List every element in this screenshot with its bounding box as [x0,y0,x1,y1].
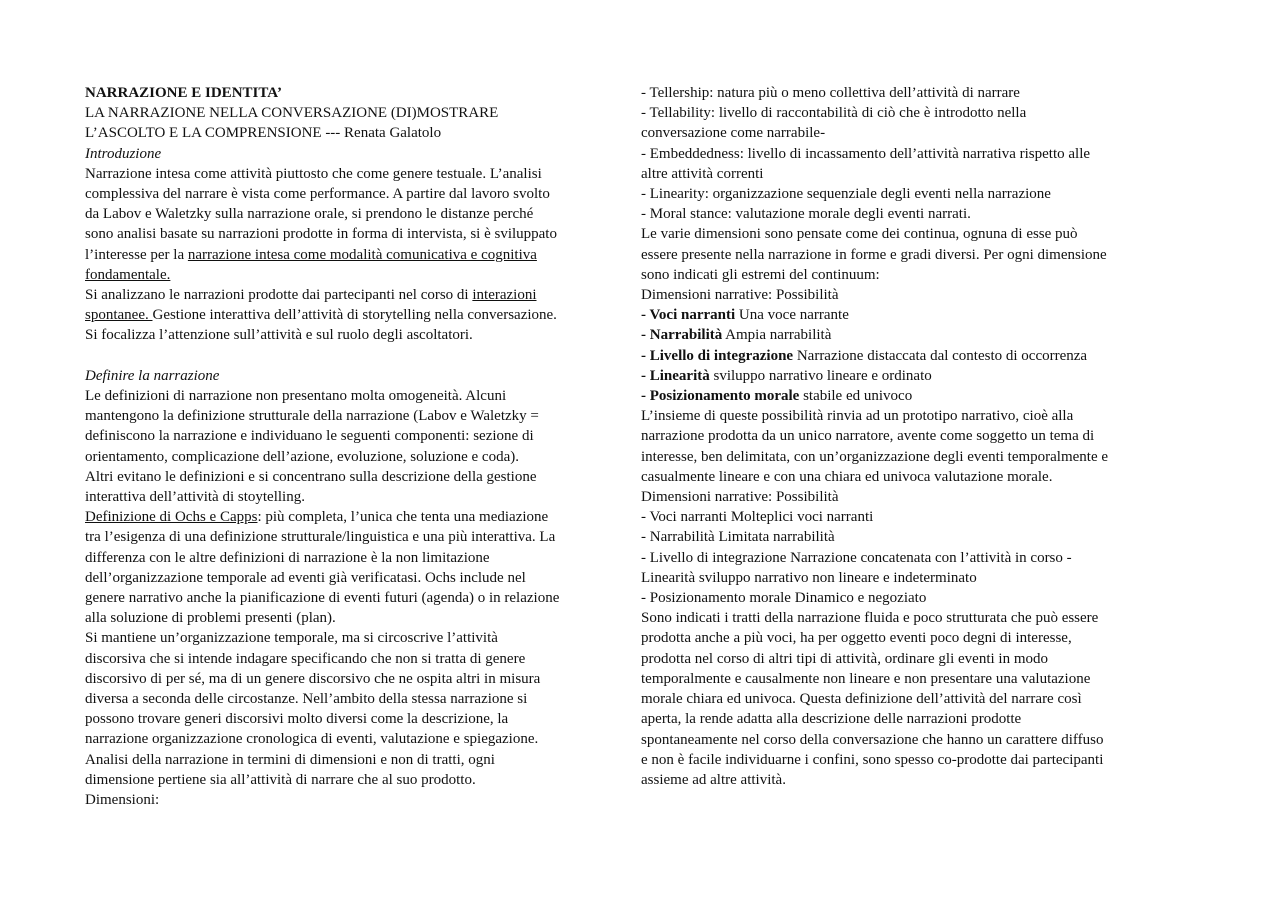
paragraph-line: sono indicati gli estremi del continuum: [641,266,880,283]
paragraph-line [85,265,615,285]
paragraph-line: Si focalizza l’attenzione sull’attività e sul ruolo degli ascoltatori. [85,327,473,344]
document-title: NARRAZIONE E IDENTITA’ [85,85,282,101]
text-span: Gestione interattiva dell’attività di storytelling nella conversazione. [152,307,557,324]
paragraph-line: Altri evitano le definizioni e si concentrano sulla descrizione della gestione [85,468,537,485]
dimensions-header: Dimensioni narrative: Possibilità [641,287,839,304]
dimension-value: Ampia narrabilità [722,327,832,344]
dimension-value: Una voce narrante [735,307,849,324]
section-heading-definire: Definire la narrazione [85,367,220,384]
paragraph-line: Le definizioni di narrazione non presentano molta omogeneità. Alcuni [85,388,507,405]
dimension-value: Narrazione distaccata dal contesto di occorrenza [793,347,1088,364]
dimension-line: - Moral stance: valutazione morale degli eventi narrati. [641,206,971,223]
paragraph-line: narrazione prodotta da un unico narratore, avente come soggetto un tema di [641,428,1095,445]
paragraph-line [85,305,615,325]
dimensions-header: Dimensioni narrative: Possibilità [641,489,839,506]
paragraph-line: alla soluzione di problemi presenti (plan). [85,610,336,627]
dimension-line: - Tellability: livello di raccontabilità di ciò che è introdotto nella [641,105,1027,122]
underlined-text: narrazione intesa come modalità comunicativa e cognitiva [187,246,537,263]
paragraph-line: orientamento, complicazione dell’azione, evoluzione, soluzione e coda). [85,448,519,465]
text-span: : più completa, l’unica che tenta una mediazione [257,509,549,526]
underlined-text: interazioni [472,287,537,304]
dimension-item: - Livello di integrazione Narrazione concatenata con l’attività in corso - [641,549,1072,566]
paragraph-line [85,285,615,305]
paragraph-line: discorsiva che si intende indagare specificando che non si tratta di genere [85,650,526,667]
dimension-value: stabile ed univoco [799,388,913,405]
paragraph-line: genere narrativo anche la pianificazione di eventi futuri (agenda) o in relazione [85,590,560,607]
paragraph-line: Sono indicati i tratti della narrazione fluida e poco strutturata che può essere [641,610,1099,627]
underlined-text: spontanee. [85,307,153,324]
section-heading-introduzione: Introduzione [85,145,162,162]
dimension-item: Linearità sviluppo narrativo non lineare e indeterminato [641,569,977,586]
paragraph-line: Dimensioni: [85,792,160,809]
underlined-text: Definizione di Ochs e Capps [85,509,258,526]
paragraph-line: temporalmente e causalmente non lineare e non presentare una valutazione [641,670,1091,687]
dimension-line: - Linearity: organizzazione sequenziale degli eventi nella narrazione [641,186,1051,203]
paragraph-line: interesse, ben delimitata, con un’organizzazione degli eventi temporalmente e [641,448,1109,465]
dimension-item [641,325,1166,345]
paragraph-line: discorsivo di per sé, ma di un genere discorsivo che ne ospita altri in misura [85,670,541,687]
subtitle-line: L’ASCOLTO E LA COMPRENSIONE --- Renata Galatolo [85,125,442,142]
dimension-item: - Narrabilità Limitata narrabilità [641,529,835,546]
paragraph-line: dell’organizzazione temporale ad eventi già verificatasi. Ochs include nel [85,569,526,586]
paragraph-line: essere presente nella narrazione in forme e gradi diversi. Per ogni dimensione [641,246,1107,263]
paragraph-line: prodotta nel corso di altri tipi di attività, ordinare gli eventi in modo [641,650,1048,667]
text-span: Si analizzano le narrazioni prodotte dai partecipanti nel corso di [85,287,473,304]
dimension-item [641,386,1166,406]
dimension-value: sviluppo narrativo lineare e ordinato [709,367,932,384]
dimension-item [641,366,1166,386]
paragraph-line: sono analisi basate su narrazioni prodotte in forma di intervista, si è sviluppato [85,226,557,243]
paragraph-line: aperta, la rende adatta alla descrizione delle narrazioni prodotte [641,711,1022,728]
paragraph-line [85,245,615,265]
underlined-text: fondamentale. [85,266,171,283]
dimension-line: - Tellership: natura più o meno collettiva dell’attività di narrare [641,85,1020,101]
dimension-line: altre attività correnti [641,165,764,182]
dimension-item [641,346,1166,366]
dimension-label: - Narrabilità [641,327,723,344]
paragraph-line: differenza con le altre definizioni di narrazione è la non limitazione [85,549,490,566]
paragraph-line [85,507,615,527]
paragraph-line: definiscono la narrazione e individuano le seguenti componenti: sezione di [85,428,534,445]
paragraph-line: complessiva del narrare è vista come performance. A partire dal lavoro svolto [85,186,550,203]
paragraph-line: da Labov e Waletzky sulla narrazione orale, si prendono le distanze perché [85,206,534,223]
paragraph-line: tra l’esigenza di una definizione strutturale/linguistica e una più interattiva. La [85,529,556,546]
text-span: l’interesse per la [85,246,188,263]
dimension-line: conversazione come narrabile- [641,125,826,142]
paragraph-line: assieme ad altre attività. [641,771,786,788]
dimension-line: - Embeddedness: livello di incassamento dell’attività narrativa rispetto alle [641,145,1091,162]
paragraph-line: narrazione organizzazione cronologica di eventi, valutazione e spiegazione. [85,731,539,748]
paragraph-line: interattiva dell’attività di stoytelling. [85,489,305,506]
dimension-item: - Posizionamento morale Dinamico e negoziato [641,590,927,607]
subtitle-line: LA NARRAZIONE NELLA CONVERSAZIONE (DI)MOSTRARE [85,105,499,122]
paragraph-line: prodotta anche a più voci, ha per oggetto eventi poco degni di interesse, [641,630,1072,647]
paragraph-line: morale chiara ed univoca. Questa definizione dell’attività del narrare così [641,691,1082,708]
dimension-label: - Posizionamento morale [641,388,800,405]
paragraph-line: Analisi della narrazione in termini di dimensioni e non di tratti, ogni [85,751,495,768]
paragraph-line: diversa a seconda delle circostanze. Nell’ambito della stessa narrazione si [85,691,528,708]
dimension-label: - Livello di integrazione [641,347,794,364]
left-column [85,83,615,810]
dimension-label: - Voci narranti [641,307,736,324]
dimension-label: - Linearità [641,367,710,384]
paragraph-line: mantengono la definizione strutturale della narrazione (Labov e Waletzky = [85,408,539,425]
paragraph-line: Si mantiene un’organizzazione temporale, ma si circoscrive l’attività [85,630,498,647]
dimension-item: - Voci narranti Molteplici voci narranti [641,509,874,526]
paragraph-line: dimensione pertiene sia all’attività di narrare che al suo prodotto. [85,771,476,788]
paragraph-line: L’insieme di queste possibilità rinvia ad un prototipo narrativo, cioè alla [641,408,1074,425]
paragraph-line: casualmente lineare e con una chiara ed univoca valutazione morale. [641,468,1053,485]
blank-line [85,346,615,366]
paragraph-line: e non è facile individuarne i confini, sono spesso co-prodotte dai partecipanti [641,751,1104,768]
paragraph-line: possono trovare generi discorsivi molto diversi come la descrizione, la [85,711,509,728]
paragraph-line: Narrazione intesa come attività piuttosto che come genere testuale. L’analisi [85,165,542,182]
dimension-item [641,305,1166,325]
right-column [641,83,1166,790]
paragraph-line: Le varie dimensioni sono pensate come dei continua, ognuna di esse può [641,226,1078,243]
paragraph-line: spontaneamente nel corso della conversazione che hanno un carattere diffuso [641,731,1104,748]
